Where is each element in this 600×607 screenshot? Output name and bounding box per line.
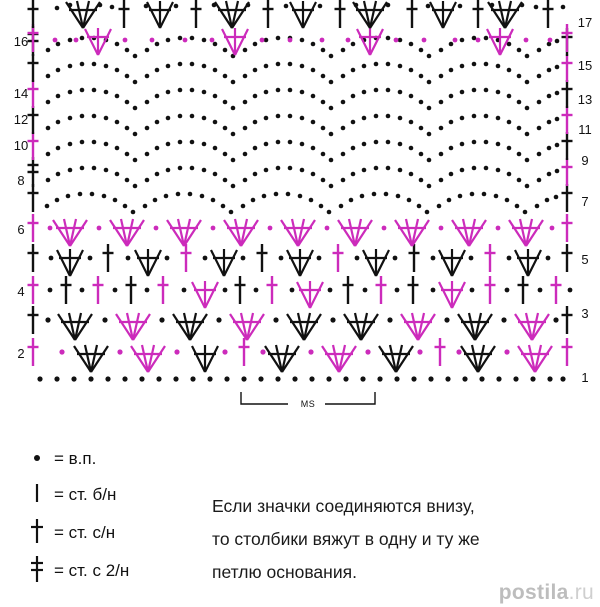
- svg-text:16: 16: [13, 34, 29, 49]
- svg-text:11: 11: [578, 122, 592, 137]
- row-1-foundation-chain: [37, 376, 565, 381]
- legend-label-trc: = ст. с 2/н: [54, 561, 130, 580]
- svg-text:2: 2: [17, 346, 25, 361]
- row-numbers-right: [578, 15, 592, 385]
- svg-text:6: 6: [17, 222, 25, 237]
- row-3-stitches: [28, 306, 573, 340]
- svg-text:14: 14: [13, 86, 29, 101]
- row-9-mesh: [28, 132, 573, 162]
- watermark: [499, 581, 594, 605]
- note-line-1: Если значки соединяются внизу,: [212, 496, 475, 516]
- note-line-2: то столбики вяжут в одну и ту же: [212, 529, 480, 549]
- vertical-bar-icon: [20, 480, 54, 511]
- row-4-stitches: [28, 276, 573, 308]
- svg-text:5: 5: [581, 252, 589, 267]
- svg-text:3: 3: [581, 306, 589, 321]
- row-2-stitches: [28, 338, 573, 372]
- svg-text:8: 8: [17, 173, 25, 188]
- legend-item-dc: [20, 516, 115, 550]
- watermark-suffix: .ru: [568, 581, 594, 604]
- cross-one-bar-icon: [20, 516, 54, 551]
- legend-label-dc: = ст. с/н: [54, 523, 116, 542]
- svg-text:17: 17: [577, 15, 593, 30]
- legend-item-sc: [20, 478, 116, 512]
- svg-text:7: 7: [581, 194, 589, 209]
- row-6-stitches: [28, 214, 573, 246]
- legend-item-chain: [20, 442, 96, 476]
- row-7-mesh: [28, 184, 573, 214]
- repeat-bracket: [241, 392, 375, 409]
- row-8-mesh: [28, 157, 573, 188]
- cross-two-bars-icon: [20, 553, 54, 590]
- row-12-13-mesh: [28, 54, 573, 84]
- dot-icon: [20, 447, 54, 472]
- legend-label-chain: = в.п.: [54, 449, 97, 468]
- row-17-stitches: [28, 0, 566, 28]
- svg-text:4: 4: [17, 284, 25, 299]
- svg-text:1: 1: [581, 370, 589, 385]
- note-line-3: петлю основания.: [212, 562, 357, 582]
- svg-text:9: 9: [581, 153, 589, 168]
- legend-item-trc: [20, 554, 129, 588]
- svg-text:12: 12: [13, 112, 29, 127]
- row-numbers-left: [14, 34, 28, 361]
- watermark-prefix: postila: [498, 581, 569, 604]
- row-5-stitches: [28, 244, 573, 276]
- legend-label-sc: = ст. б/н: [54, 485, 117, 504]
- row-11-mesh: [28, 80, 573, 110]
- repeat-label: MS: [300, 399, 316, 409]
- svg-text:15: 15: [577, 58, 593, 73]
- legend: [0, 432, 600, 607]
- svg-text:13: 13: [577, 92, 593, 107]
- svg-text:10: 10: [13, 138, 29, 153]
- row-10-mesh: [28, 106, 573, 136]
